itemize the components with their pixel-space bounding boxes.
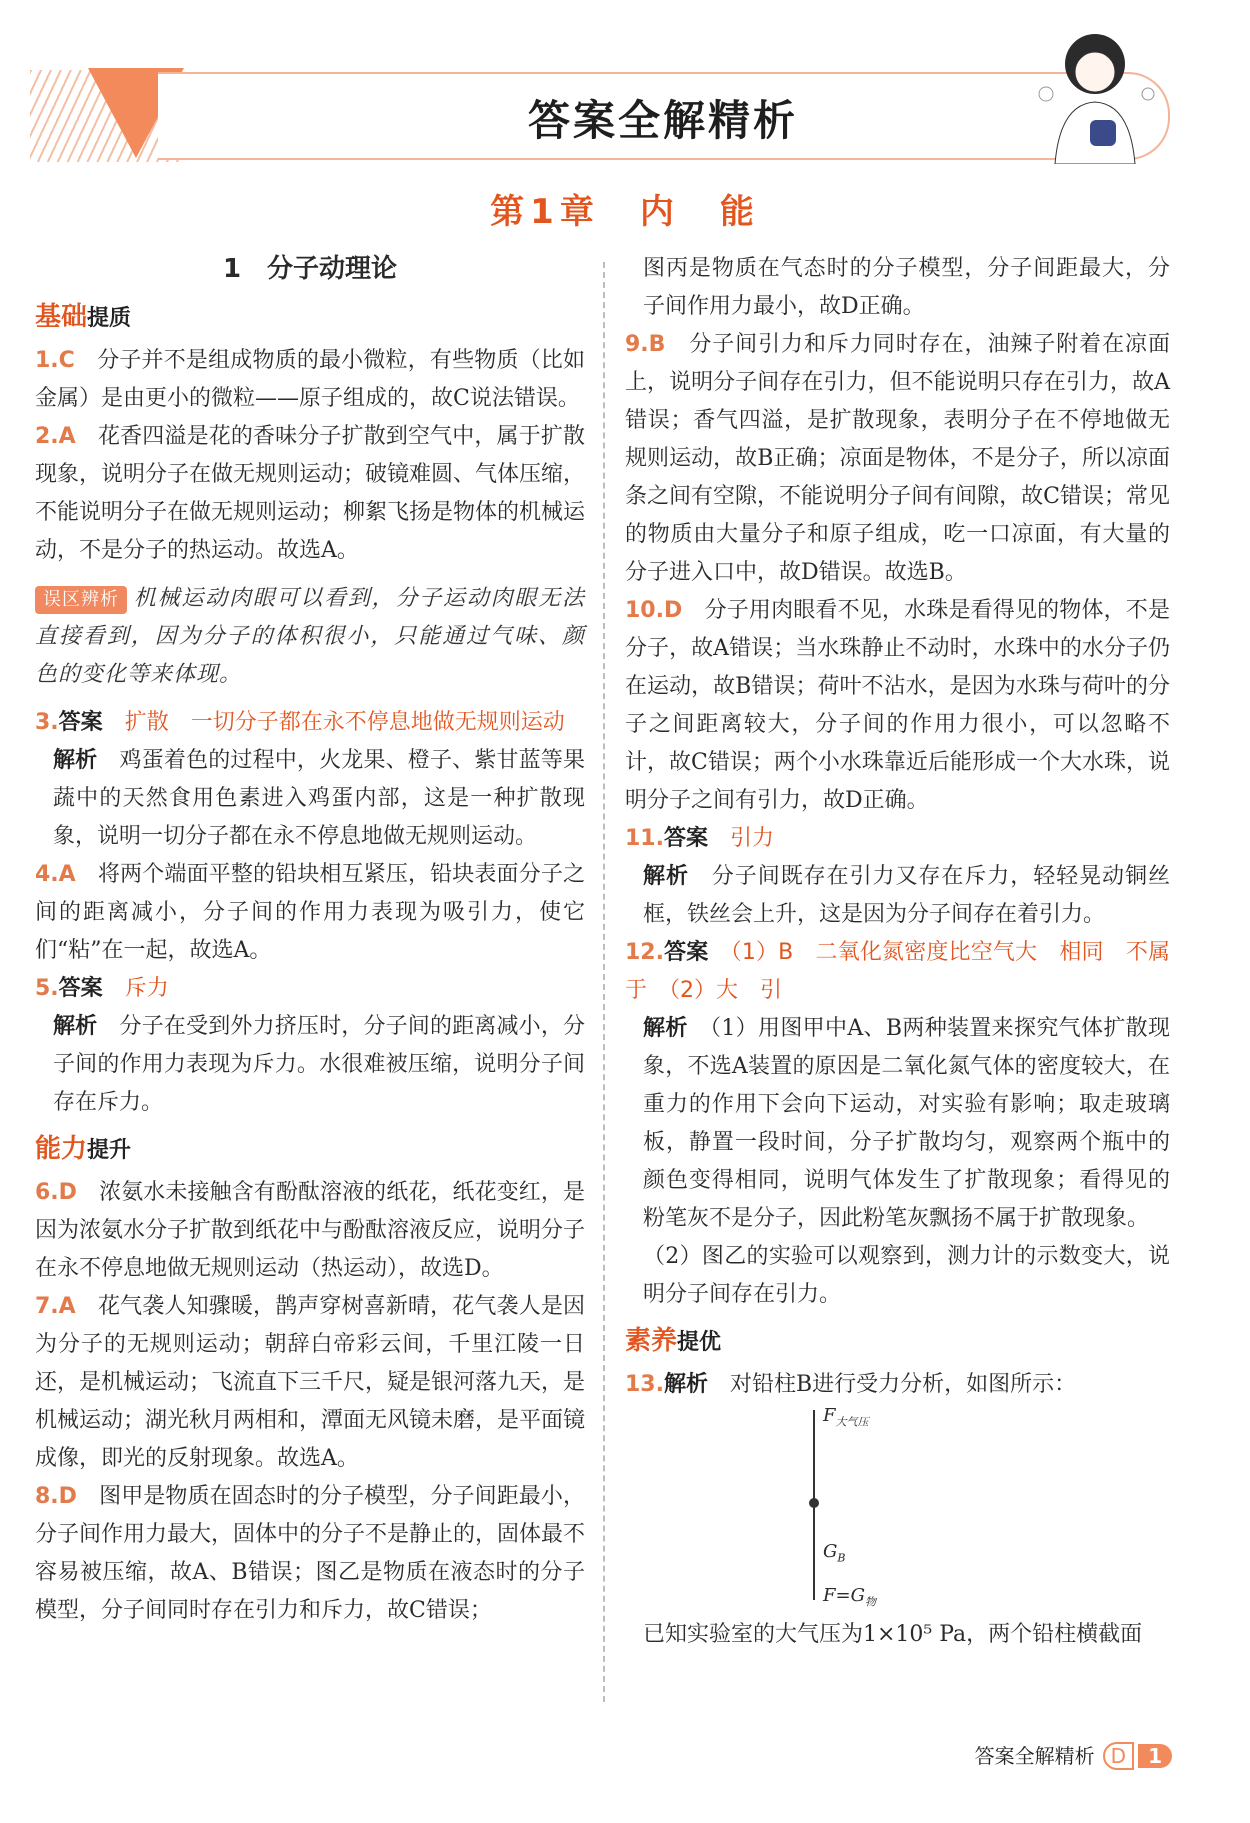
question-13: 13.解析 对铅柱B进行受力分析，如图所示： — [625, 1372, 1077, 1397]
footer-text: 答案全解精析 — [974, 1744, 1095, 1768]
question-9: 9.B 分子间引力和斥力同时存在，油辣子附着在凉面上，说明分子间存在引力，但不能说明只存在引力，故A错误；香气四溢，是扩散现象，表明分子在不停地做无规则运动，故B正确；凉面是物体，不是分子，所以凉面条之间有空隙，不能说明分子间有间隙，故C错误；常见的物质由大量分子和原子组成，吃一口凉面，有大量的分子进入口中，故D错误。故选B。 — [625, 332, 1170, 585]
title-box — [158, 72, 1170, 160]
category-ability: 能力提升 — [35, 1134, 132, 1164]
question-12-explanation-2: （2）图乙的实验可以观察到，测力计的示数变大，说明分子间存在引力。 — [643, 1244, 1170, 1307]
page-footer — [975, 1740, 1172, 1770]
question-2: 2.A 花香四溢是花的香味分子扩散到空气中，属于扩散现象，说明分子在做无规则运动；破镜难圆、气体压缩，不能说明分子在做无规则运动；柳絮飞扬是物体的机械运动，不是分子的热运动。故选A。 — [35, 424, 586, 563]
force-label-top: $F_{大气压}$ — [823, 1405, 869, 1429]
force-diagram — [805, 1405, 1170, 1610]
question-10: 10.D 分子用肉眼看不见，水珠是看得见的物体，不是分子，故A错误；当水珠静止不动时，水珠中的水分子仍在运动，故B错误；荷叶不沾水，是因为水珠与荷叶的分子之间距离较大，分子间的作用力很小，可以忽略不计，故C错误；两个小水珠靠近后能形成一个大水珠，说明分子之间有引力，故D正确。 — [625, 598, 1170, 813]
question-11-explanation: 解析 分子间既存在引力又存在斥力，轻轻晃动铜丝框，铁丝会上升，这是因为分子间存在着引力。 — [643, 864, 1170, 927]
column-divider — [603, 262, 605, 1702]
misconception-tag: 误区辨析 — [35, 586, 127, 614]
question-8: 8.D 图甲是物质在固态时的分子模型，分子间距最小，分子间作用力最大，固体中的分子不是静止的，固体最不容易被压缩，故A、B错误；图乙是物质在液态时的分子模型，分子间同时存在引力和斥力，故C错误； — [35, 1484, 586, 1623]
question-3-answer: 3.答案 扩散 一切分子都在永不停息地做无规则运动 — [35, 710, 565, 735]
page-title: 答案全解精析 — [527, 96, 798, 145]
category-basic: 基础提质 — [35, 302, 132, 332]
question-7: 7.A 花气袭人知骤暖，鹊声穿树喜新晴，花气袭人是因为分子的无规则运动；朝辞白帝彩云间，千里江陵一日还，是机械运动；飞流直下三千尺，疑是银河落九天，是机械运动；湖光秋月两相和，潭面无风镜未磨，是平面镜成像，即光的反射现象。故选A。 — [35, 1294, 586, 1471]
misconception-note: 误区辨析 机械运动肉眼可以看到，分子运动肉眼无法直接看到，因为分子的体积很小，只能通过气味、颜色的变化等来体现。 — [35, 586, 585, 687]
force-point — [809, 1498, 819, 1508]
question-8-continued: 图丙是物质在气态时的分子模型，分子间距最大，分子间作用力最小，故D正确。 — [643, 256, 1170, 319]
chapter-title: 第1章 内 能 — [490, 192, 760, 232]
question-5-explanation: 解析 分子在受到外力挤压时，分子间的距离减小，分子间的作用力表现为斥力。水很难被压缩，说明分子间存在斥力。 — [53, 1014, 585, 1115]
header-banner — [30, 64, 1170, 160]
question-12-explanation: 解析 （1）用图甲中A、B两种装置来探究气体扩散现象，不选A装置的原因是二氧化氮气体的密度较大，在重力的作用下会向下运动，对实验有影响；取走玻璃板，静置一段时间，分子扩散均匀，观察两个瓶中的颜色变得相同，说明气体发生了扩散现象；看得见的粉笔灰不是分子，因此粉笔灰飘扬不属于扩散现象。 — [643, 1016, 1170, 1231]
question-13-continued: 已知实验室的大气压为1×10⁵ Pa，两个铅柱横截面 — [643, 1622, 1143, 1647]
question-4: 4.A 将两个端面平整的铅块相互紧压，铅块表面分子之间的距离减小，分子间的作用力表现为吸引力，使它们“粘”在一起，故选A。 — [35, 862, 585, 963]
category-literacy: 素养提优 — [625, 1326, 722, 1356]
page-number: 1 — [1138, 1744, 1172, 1768]
edition-badge: D — [1103, 1742, 1134, 1770]
section-title: 1 分子动理论 — [222, 254, 398, 284]
mascot-illustration — [1020, 24, 1170, 164]
right-column — [625, 250, 1170, 1654]
question-1: 1.C 分子并不是组成物质的最小微粒，有些物质（比如金属）是由更小的微粒——原子组成的，故C说法错误。 — [35, 348, 585, 411]
question-3-explanation: 解析 鸡蛋着色的过程中，火龙果、橙子、紫甘蓝等果蔬中的天然食用色素进入鸡蛋内部，这是一种扩散现象，说明一切分子都在永不停息地做无规则运动。 — [53, 748, 585, 849]
question-11-answer: 11.答案 引力 — [625, 826, 775, 851]
force-label-bottom: $F=G_物$ — [823, 1585, 876, 1609]
force-label-gb: $G_B$ — [823, 1541, 846, 1565]
left-column — [35, 250, 585, 1630]
question-5-answer: 5.答案 斥力 — [35, 976, 169, 1001]
question-12-answer: 12.答案 （1）B 二氧化氮密度比空气大 相同 不属于 （2）大 引 — [625, 940, 1170, 1003]
question-6: 6.D 浓氨水未接触含有酚酞溶液的纸花，纸花变红，是因为浓氨水分子扩散到纸花中与酚酞溶液反应，说明分子在永不停息地做无规则运动（热运动），故选D。 — [35, 1180, 586, 1281]
